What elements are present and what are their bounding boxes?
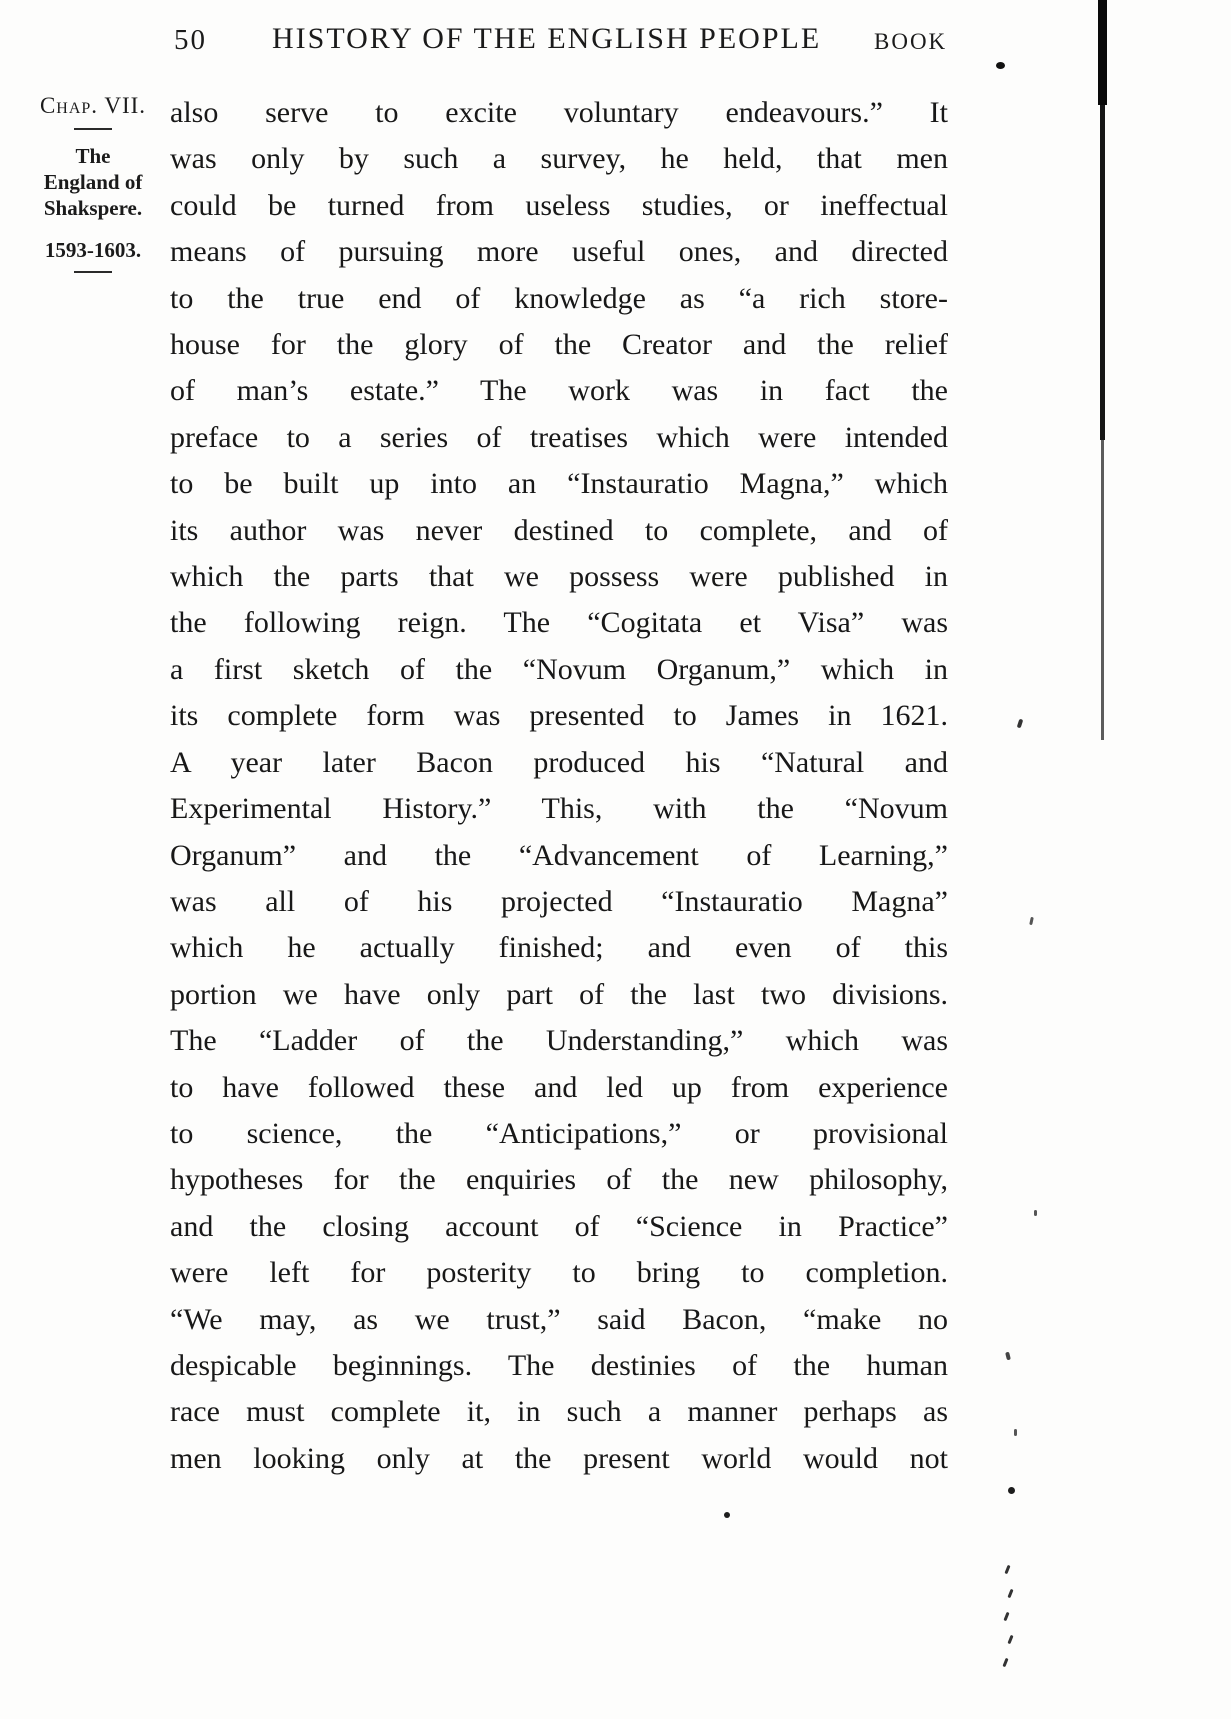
book-label: BOOK [874,29,948,54]
text-line: of man’s estate.” The work was in fact the [170,374,948,408]
ink-speck [1029,917,1034,925]
margin-rule [74,128,112,130]
text-line: Experimental History.” This, with the “Novum [170,792,948,826]
text-line: preface to a series of treatises which were intended [170,420,948,454]
text-line: portion we have only part of the last two divisions. [170,977,948,1011]
text-line: which he actually finished; and even of this [170,931,948,965]
scan-binding-shadow [1100,105,1105,440]
ink-speck [1007,1589,1013,1598]
page-number: 50 [174,24,207,56]
date-range-note: 1593-1603. [44,238,142,262]
scan-binding-shadow [1101,440,1104,740]
text-line: the following reign. The “Cogitata et Visa” was [170,606,948,640]
text-line: hypotheses for the enquiries of the new philosophy, [170,1163,948,1197]
text-line: “We may, as we trust,” said Bacon, “make no [170,1302,948,1336]
text-line: to the true end of knowledge as “a rich store- [170,281,948,315]
ink-speck [724,1512,730,1518]
text-line: despicable beginnings. The destinies of the human [170,1348,948,1382]
text-line: which the parts that we possess were published in [170,560,948,594]
text-line: race must complete it, in such a manner perhaps as [170,1395,948,1429]
section-note-line: The [75,144,111,168]
text-line: to science, the “Anticipations,” or provisional [170,1116,948,1150]
text-line: means of pursuing more useful ones, and directed [170,235,948,269]
text-line: were left for posterity to bring to completion. [170,1256,948,1290]
margin-rule [74,271,112,273]
ink-speck [1008,1487,1015,1494]
text-line: to be built up into an “Instauratio Magna,” which [170,467,948,501]
text-line: Organum” and the “Advancement of Learning,” [170,838,948,872]
text-line: could be turned from useless studies, or ineffectual [170,188,948,222]
page-body [170,90,948,1482]
ink-speck [1034,1210,1037,1216]
margin-notes [22,92,164,273]
ink-speck [1014,1429,1017,1436]
section-note-line: Shakspere. [43,196,143,220]
ink-speck [1017,719,1024,729]
running-title: HISTORY OF THE ENGLISH PEOPLE [272,22,822,55]
text-line: its complete form was presented to James in 1621. [170,699,948,733]
ink-speck [1002,1658,1008,1667]
text-line: The “Ladder of the Understanding,” which was [170,1024,948,1058]
chapter-note: Chap. VII. [39,93,147,118]
text-line: was only by such a survey, he held, that men [170,142,948,176]
text-line: men looking only at the present world would not [170,1441,948,1475]
text-line: to have followed these and led up from experience [170,1070,948,1104]
text-line: a first sketch of the “Novum Organum,” which in [170,652,948,686]
ink-speck [1007,1635,1013,1644]
text-line: house for the glory of the Creator and the relief [170,328,948,362]
text-line: was all of his projected “Instauratio Magna” [170,884,948,918]
ink-speck [1003,1612,1009,1621]
scan-binding-shadow [1098,0,1107,105]
text-line: also serve to excite voluntary endeavours.” It [170,96,948,129]
text-line: and the closing account of “Science in Practice” [170,1209,948,1243]
ink-speck [1005,1352,1011,1361]
ink-speck [1004,1565,1010,1574]
ink-speck [996,62,1005,69]
text-line: its author was never destined to complete, and of [170,513,948,547]
section-note [22,143,164,221]
text-line: A year later Bacon produced his “Natural and [170,745,948,779]
section-note-line: England of [43,170,143,194]
